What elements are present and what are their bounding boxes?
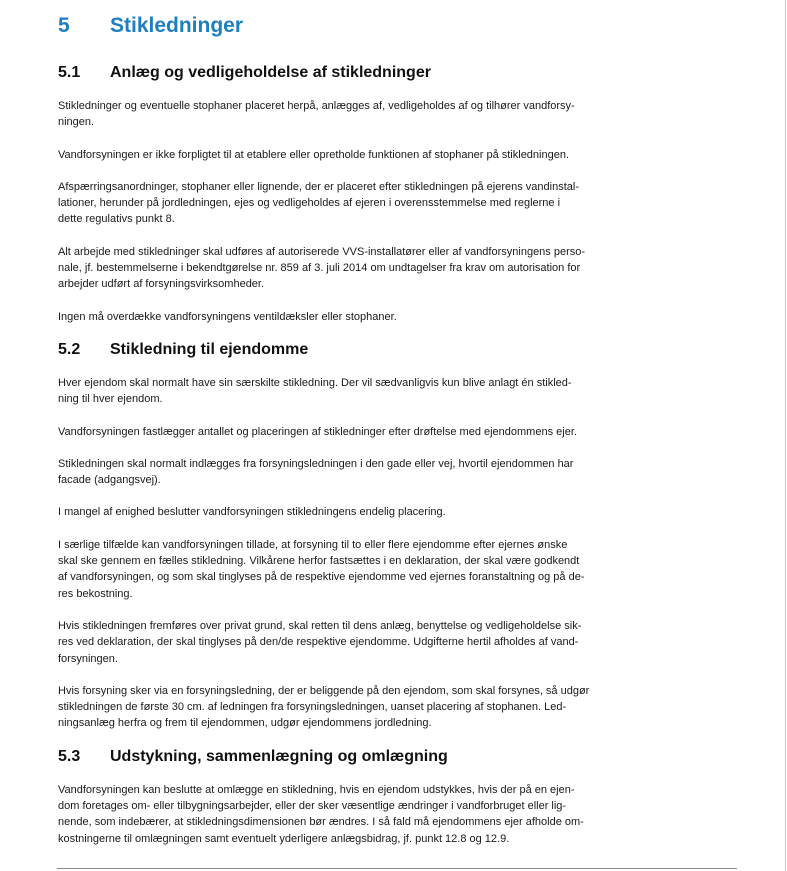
paragraph: Vandforsyningen fastlægger antallet og placeringen af stikledninger efter drøftelse med ejendommens ejer.: [58, 425, 577, 438]
chapter-title: Stikledninger: [110, 14, 244, 37]
page-edge-rule: [785, 0, 786, 871]
chapter-heading: [58, 14, 648, 46]
footer-rule: [57, 868, 737, 869]
section-number: 5.2: [58, 340, 81, 358]
section-title: Anlæg og vedligeholdelse af stikledninger: [110, 64, 431, 81]
document-content: [58, 14, 648, 863]
paragraph: I særlige tilfælde kan vandforsyningen tillade, at forsyning til to eller flere ejendomme efter ejernes ønske skal ske gennem en fælles stikledning. Vilkårene herfor fastsættes i en deklaration, der skal være godkendt af vandforsyningen, og som skal tinglyses på de respektive ejendomme ved ejernes foranstaltning og på de- res bekostning.: [58, 538, 585, 600]
paragraph: Hvis forsyning sker via en forsyningsledning, der er beliggende på den ejendom, som skal forsynes, så udgør stikledningen de første 30 cm. af ledningen fra forsyningsledningen, uanset placering af stophanen. Led- ningsanlæg herfra og frem til ejendommen, udgør ejendommens jordledning.: [58, 684, 590, 730]
section-5-2: [58, 341, 648, 732]
paragraph: Stikledninger og eventuelle stophaner placeret herpå, anlægges af, vedligeholdes af og tilhører vandforsy- ningen.: [58, 100, 575, 129]
chapter-number: 5: [58, 14, 70, 37]
section-number: 5.3: [58, 747, 81, 765]
section-5-3: [58, 748, 648, 847]
paragraph: Vandforsyningen kan beslutte at omlægge en stikledning, hvis en ejendom udstykkes, hvis der på en ejen- dom foretages om- eller tilbygningsarbejder, eller der sker væsentlige ændringer i vandforbruget eller lig- nende, som indebærer, at stikledningsdimensionen bør ændres. I så fald må ejendommens ejer afholde om- kostningerne til omlægningen samt eventuelt yderligere anlægsbidrag, jf. punkt 12.8 og 12.9.: [58, 783, 584, 845]
paragraph: Ingen må overdække vandforsyningens ventildæksler eller stophaner.: [58, 310, 397, 323]
section-heading: [58, 341, 648, 363]
section-heading: [58, 64, 648, 86]
paragraph: Afspærringsanordninger, stophaner eller lignende, der er placeret efter stikledningen på ejerens vandinstal- lationer, herunder på jordledningen, ejes og vedligeholdes af ejeren i overensstemmelse med reglerne i dette regulativs punkt 8.: [58, 180, 579, 226]
paragraph: Stikledningen skal normalt indlægges fra forsyningsledningen i den gade eller vej, hvortil ejendommen har facade (adgangsvej).: [58, 457, 574, 487]
section-heading: [58, 748, 648, 770]
paragraph: Alt arbejde med stikledninger skal udføres af autoriserede VVS-installatører eller af vandforsyningens perso- nale, jf. bestemmelserne i bekendtgørelse nr. 859 af 3. juli 2014 om undtagelser fra krav om autorisation for arbejder udført af forsyningsvirksomheder.: [58, 245, 586, 291]
paragraph: Vandforsyningen er ikke forpligtet til at etablere eller opretholde funktionen af stophaner på stikledningen.: [58, 148, 570, 161]
section-title: Stikledning til ejendomme: [110, 340, 309, 358]
paragraph: Hver ejendom skal normalt have sin særskilte stikledning. Der vil sædvanligvis kun blive anlagt én stikled- ning til hver ejendom.: [58, 376, 572, 406]
section-5-1: [58, 64, 648, 325]
section-title: Udstykning, sammenlægning og omlægning: [110, 747, 448, 765]
paragraph: Hvis stikledningen fremføres over privat grund, skal retten til dens anlæg, benyttelse og vedligeholdelse sik- res ved deklaration, der skal tinglyses på den/de respektive ejendomme. Udgifterne hertil afholdes af vand- forsyningen.: [58, 619, 582, 665]
section-number: 5.1: [58, 64, 81, 81]
paragraph: I mangel af enighed beslutter vandforsyningen stikledningens endelig placering.: [58, 506, 446, 519]
